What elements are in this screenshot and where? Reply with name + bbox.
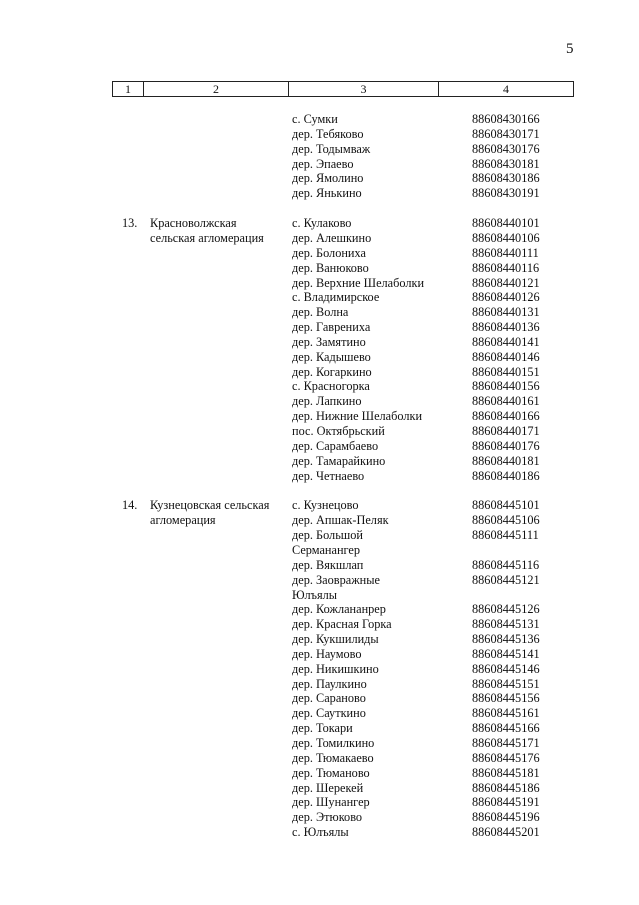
oktmo-code: 88608430176 (472, 141, 540, 156)
oktmo-code: 88608445111 (472, 528, 539, 543)
settlement-name: с. Красногорка (292, 379, 370, 394)
oktmo-code: 88608445116 (472, 557, 540, 572)
oktmo-code: 88608440186 (472, 468, 540, 483)
header-col-1: 1 (113, 82, 144, 96)
oktmo-code: 88608440176 (472, 438, 540, 453)
settlement-name: с. Владимирское (292, 290, 380, 305)
oktmo-code: 88608440171 (472, 424, 540, 438)
header-col-3: 3 (289, 82, 439, 96)
page-number: 5 (566, 41, 574, 57)
oktmo-code: 88608440161 (472, 394, 540, 409)
settlement-name: Серманангер (292, 542, 361, 557)
oktmo-code: 88608430171 (472, 126, 540, 141)
settlement-name: дер. Сарамбаево (292, 438, 379, 453)
oktmo-code: 88608445166 (472, 721, 540, 736)
group-name-line: агломерация (150, 513, 216, 528)
header-col-4: 4 (503, 82, 509, 96)
oktmo-code: 88608445181 (472, 765, 540, 780)
settlement-name: дер. Тамарайкино (292, 453, 386, 468)
oktmo-code: 88608445191 (472, 795, 540, 810)
oktmo-code: 88608430186 (472, 171, 540, 186)
oktmo-code: 88608445131 (472, 617, 540, 632)
oktmo-code: 88608440121 (472, 275, 540, 290)
settlement-name: дер. Шунангер (292, 795, 370, 810)
settlement-name: дер. Волна (292, 305, 349, 320)
oktmo-code: 88608445101 (472, 498, 540, 513)
oktmo-code: 88608430166 (472, 112, 540, 126)
oktmo-code: 88608440136 (472, 320, 540, 335)
group-name-line: Кузнецовская сельская (150, 498, 270, 513)
oktmo-code: 88608445176 (472, 750, 540, 765)
settlement-name: дер. Томилкино (292, 736, 375, 750)
settlement-name: дер. Шерекей (292, 780, 364, 795)
settlement-name: с. Кулаково (292, 216, 352, 231)
group-name-line: Красноволжская (150, 216, 237, 231)
oktmo-code: 88608440116 (472, 260, 540, 275)
settlement-name: дер. Когаркино (292, 364, 372, 379)
oktmo-code: 88608445126 (472, 602, 540, 617)
oktmo-code: 88608440131 (472, 305, 540, 320)
settlement-name: с. Сумки (292, 112, 338, 126)
settlement-name: дер. Апшак-Пеляк (292, 513, 389, 528)
oktmo-code: 88608440101 (472, 216, 540, 231)
settlement-name: дер. Вякшлап (292, 557, 364, 572)
settlement-name: дер. Замятино (292, 334, 366, 349)
oktmo-code: 88608440106 (472, 230, 540, 245)
oktmo-code: 88608445136 (472, 632, 540, 647)
oktmo-code: 88608440141 (472, 334, 540, 349)
settlement-name: дер. Лапкино (292, 394, 362, 409)
settlement-name: дер. Гаврениха (292, 320, 371, 335)
settlement-name: дер. Четнаево (292, 468, 365, 483)
oktmo-code: 88608440111 (472, 245, 539, 260)
oktmo-code: 88608430191 (472, 186, 540, 201)
oktmo-code: 88608445106 (472, 513, 540, 528)
settlement-name: дер. Ямолино (292, 171, 364, 186)
settlement-name: дер. Нижние Шелаболки (292, 409, 423, 424)
settlement-name: дер. Сауткино (292, 706, 366, 721)
settlement-name: дер. Наумово (292, 646, 362, 661)
settlement-name: пос. Октябрьский (292, 424, 385, 438)
settlement-name: дер. Этюково (292, 810, 363, 825)
settlement-name: дер. Кадышево (292, 349, 371, 364)
settlement-name: дер. Сараново (292, 691, 366, 706)
settlement-name: дер. Кожлананрер (292, 602, 386, 617)
oktmo-code: 88608445171 (472, 736, 540, 750)
settlement-name: дер. Болониха (292, 245, 366, 260)
oktmo-code: 88608430181 (472, 156, 540, 171)
oktmo-code: 88608440156 (472, 379, 540, 394)
settlement-name: дер. Кукшилиды (292, 632, 379, 647)
oktmo-code: 88608445186 (472, 780, 540, 795)
settlement-name: дер. Тебяково (292, 126, 364, 141)
oktmo-code: 88608445201 (472, 825, 540, 840)
settlement-name: дер. Токари (292, 721, 353, 736)
oktmo-code: 88608445146 (472, 661, 540, 676)
oktmo-code: 88608445121 (472, 572, 540, 587)
oktmo-code: 88608445151 (472, 676, 540, 691)
oktmo-code: 88608445141 (472, 646, 540, 661)
settlement-name: дер. Красная Горка (292, 617, 392, 632)
oktmo-code: 88608445161 (472, 706, 540, 721)
oktmo-code: 88608440126 (472, 290, 540, 305)
settlement-name: дер. Тодымваж (292, 141, 371, 156)
settlement-name: дер. Верхние Шелаболки (292, 275, 425, 290)
oktmo-code: 88608440151 (472, 364, 540, 379)
oktmo-code: 88608440146 (472, 349, 540, 364)
settlement-name: дер. Янькино (292, 186, 362, 201)
settlement-name: дер. Эпаево (292, 156, 354, 171)
settlement-name: дер. Паулкино (292, 676, 367, 691)
settlement-name: дер. Никишкино (292, 661, 379, 676)
group-number: 13. (122, 216, 138, 231)
settlement-name: дер. Тюманово (292, 765, 370, 780)
settlement-name: дер. Ванюково (292, 260, 369, 275)
settlement-name: Юлъялы (292, 587, 338, 602)
oktmo-code: 88608440181 (472, 453, 540, 468)
group-name-line: сельская агломерация (150, 230, 264, 245)
settlement-name: дер. Большой (292, 528, 364, 543)
settlement-name: дер. Алешкино (292, 230, 372, 245)
oktmo-code: 88608445156 (472, 691, 540, 706)
group-number: 14. (122, 498, 138, 513)
settlement-name: дер. Заовражные (292, 572, 380, 587)
oktmo-code: 88608445196 (472, 810, 540, 825)
settlement-name: дер. Тюмакаево (292, 750, 374, 765)
oktmo-code: 88608440166 (472, 409, 540, 424)
settlement-name: с. Кузнецово (292, 498, 359, 513)
settlement-name: с. Юлъялы (292, 825, 349, 840)
header-col-2: 2 (144, 82, 289, 96)
